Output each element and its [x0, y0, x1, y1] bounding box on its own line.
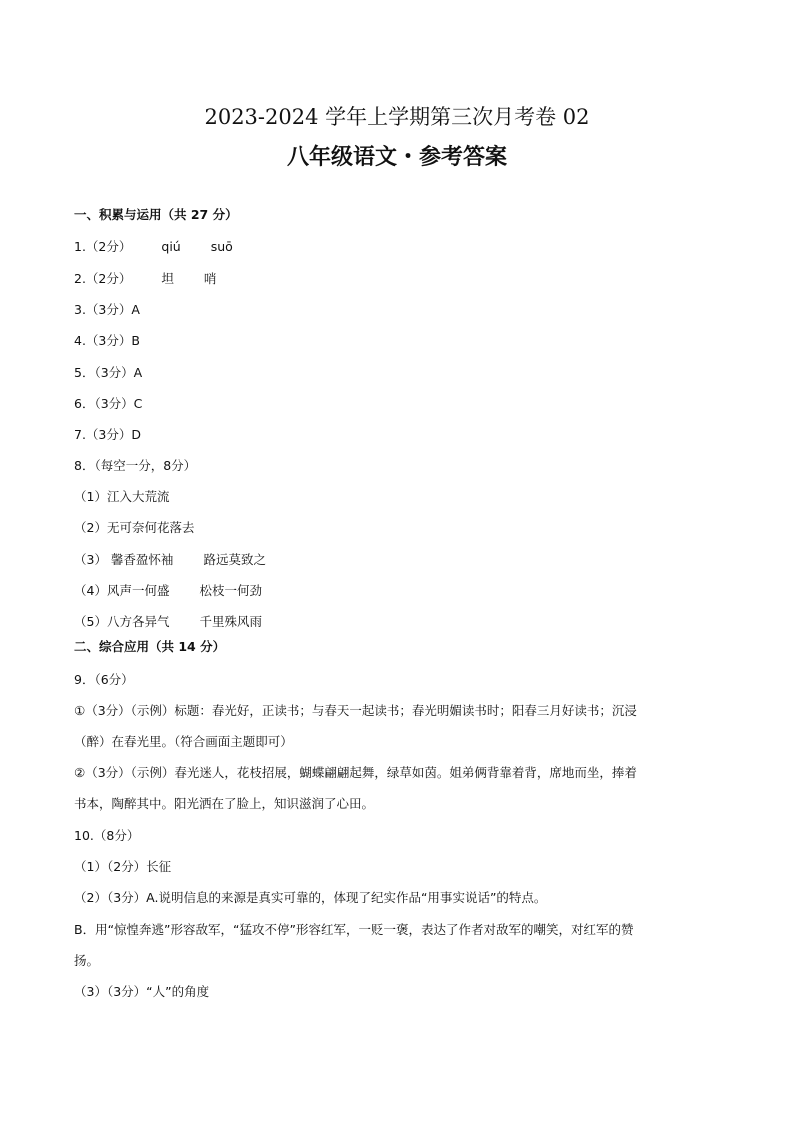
answer-q2	[74, 270, 724, 288]
q2-number: 2.（2分）	[74, 271, 132, 286]
q2-answer-b: 哨	[203, 271, 217, 286]
q8-item-3-label: （3） 馨香盈怀袖	[74, 552, 174, 567]
document-subtitle: 八年级语文・参考答案	[286, 145, 507, 170]
q8-item-1-label: （1）江入大荒流	[74, 489, 170, 504]
answer-q10-part2b-line2: 扬。	[74, 953, 100, 968]
answer-q8-item-2	[74, 519, 724, 537]
answer-q10-number: 10.（8分）	[74, 828, 140, 843]
q8-item-5-label: （5）八方各异气	[74, 614, 170, 629]
q8-item-2-label: （2）无可奈何花落去	[74, 520, 195, 535]
answer-q7: 7.（3分）D	[74, 427, 142, 442]
answer-q6: 6．（3分）C	[74, 396, 143, 411]
section-heading-1: 一、积累与运用（共 27 分）	[74, 207, 238, 222]
q1-answer-b: suō	[210, 239, 233, 254]
q8-item-4-b: 松枝一何劲	[199, 583, 262, 598]
answer-q9-number: 9．（6分）	[74, 672, 134, 687]
answer-q9-part1-line2: （醉）在春光里。（符合画面主题即可）	[74, 734, 293, 749]
q2-answer-a: 坦	[161, 271, 174, 286]
answer-q8-item-4	[74, 582, 724, 600]
answer-q8-number: 8．（每空一分，8分）	[74, 458, 197, 473]
answer-q8-item-3	[74, 551, 724, 569]
q1-number: 1.（2分）	[74, 239, 132, 254]
answer-q9-part2-line1: ②（3分）（示例）春光迷人，花枝招展，蝴蝶翩翩起舞，绿草如茵。姐弟俩背靠着背，席地而坐，捧着	[74, 765, 637, 780]
answer-q8-item-5	[74, 613, 724, 631]
answer-q4: 4.（3分）B	[74, 333, 140, 348]
answer-q10-part3: （3）（3分）“人”的角度	[74, 984, 210, 999]
document-title: 2023-2024 学年上学期第三次月考卷 02	[204, 105, 590, 129]
q8-item-5-b: 千里殊风雨	[199, 614, 262, 629]
answer-q10-part2: （2）（3分）A.说明信息的来源是真实可靠的，体现了纪实作品“用事实说话”的特点。	[74, 890, 547, 905]
answer-q9-part1-line1: ①（3分）（示例）标题：春光好，正读书；与春天一起读书；春光明媚读书时；阳春三月好读书；沉浸	[74, 703, 637, 718]
q8-item-3-b: 路远莫致之	[203, 552, 266, 567]
section-heading-2: 二、综合应用（共 14 分）	[74, 639, 226, 654]
answer-q1	[74, 238, 724, 256]
answer-q9-part2-line2: 书本，陶醉其中。阳光洒在了脸上，知识滋润了心田。	[74, 796, 375, 811]
q1-answer-a: qiú	[161, 239, 181, 254]
answer-q3: 3.（3分）A	[74, 302, 140, 317]
answer-q10-part2b-line1: B．用“惊惶奔逃”形容敌军，“猛攻不停”形容红军，一贬一褒，表达了作者对敌军的嘲笑，对红军的赞	[74, 922, 634, 937]
answer-q5: 5．（3分）A	[74, 365, 143, 380]
q8-item-4-label: （4）风声一何盛	[74, 583, 170, 598]
answer-q10-part1: （1）（2分）长征	[74, 859, 172, 874]
answer-q8-item-1	[74, 488, 724, 506]
